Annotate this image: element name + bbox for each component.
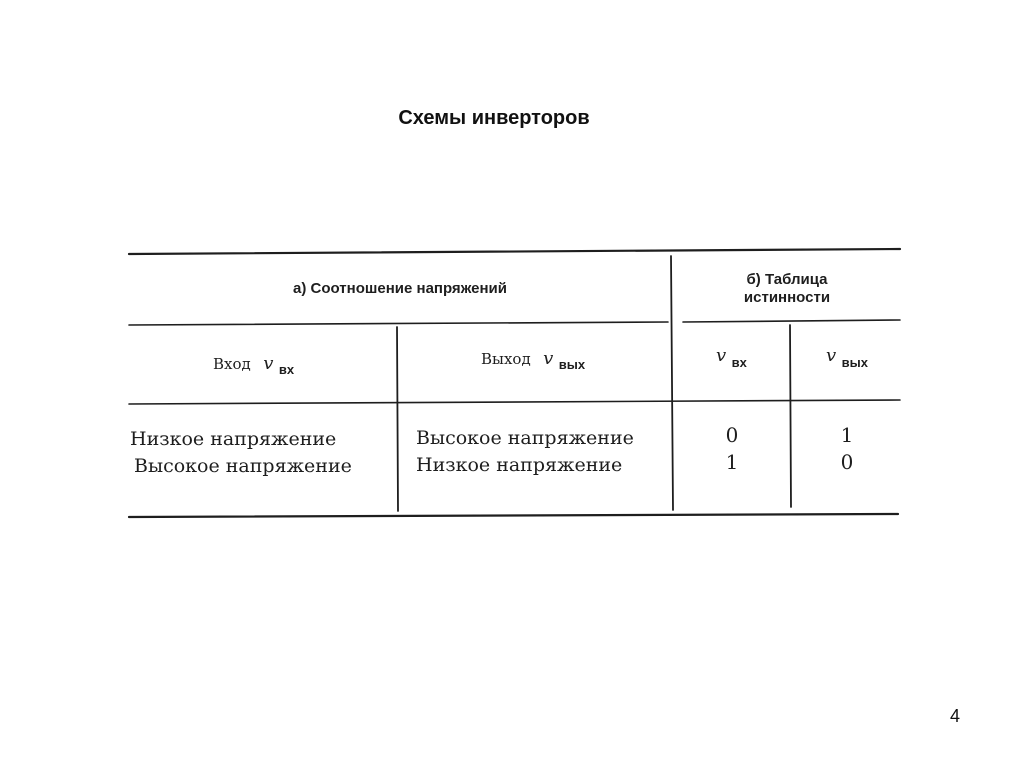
input-label: Вход	[213, 355, 251, 373]
column-rule-io	[397, 327, 398, 511]
slide-title: Схемы инверторов	[398, 107, 590, 129]
row1-output: Высокое напряжение	[416, 427, 634, 449]
truth-vout-header	[826, 345, 869, 370]
subheader-divider	[129, 400, 900, 404]
row2-output: Низкое напряжение	[416, 454, 623, 476]
row2-vin: 1	[725, 450, 739, 474]
input-var-symbol: v	[263, 353, 274, 374]
table-bottom-rule	[129, 514, 898, 517]
output-label: Выход	[481, 350, 531, 368]
row1-vout: 1	[840, 423, 854, 447]
truth-vout-symbol: v	[826, 345, 837, 366]
section-b-header-line1: б) Таблица	[746, 271, 828, 288]
output-column-header	[481, 348, 586, 372]
truth-vin-subscript: вх	[731, 355, 747, 370]
truth-vin-symbol: v	[716, 345, 727, 366]
table-top-rule	[129, 249, 900, 254]
header-divider-left	[129, 322, 668, 325]
input-column-header	[213, 353, 295, 377]
column-rule-section	[671, 256, 673, 510]
truth-vout-subscript: вых	[841, 355, 868, 370]
row2-input: Высокое напряжение	[134, 455, 352, 477]
page-number: 4	[950, 706, 961, 726]
section-b-header-line2: истинности	[743, 289, 831, 306]
row1-vin: 0	[725, 423, 739, 447]
input-var-subscript: вх	[278, 362, 295, 377]
output-var-subscript: вых	[558, 357, 586, 372]
header-divider-right	[683, 320, 900, 322]
output-var-symbol: v	[543, 348, 554, 369]
section-a-header: а) Соотношение напряжений	[293, 280, 507, 297]
column-rule-truth	[790, 325, 791, 507]
truth-vin-header	[716, 345, 748, 370]
row2-vout: 0	[840, 450, 854, 474]
row1-input: Низкое напряжение	[130, 428, 337, 450]
